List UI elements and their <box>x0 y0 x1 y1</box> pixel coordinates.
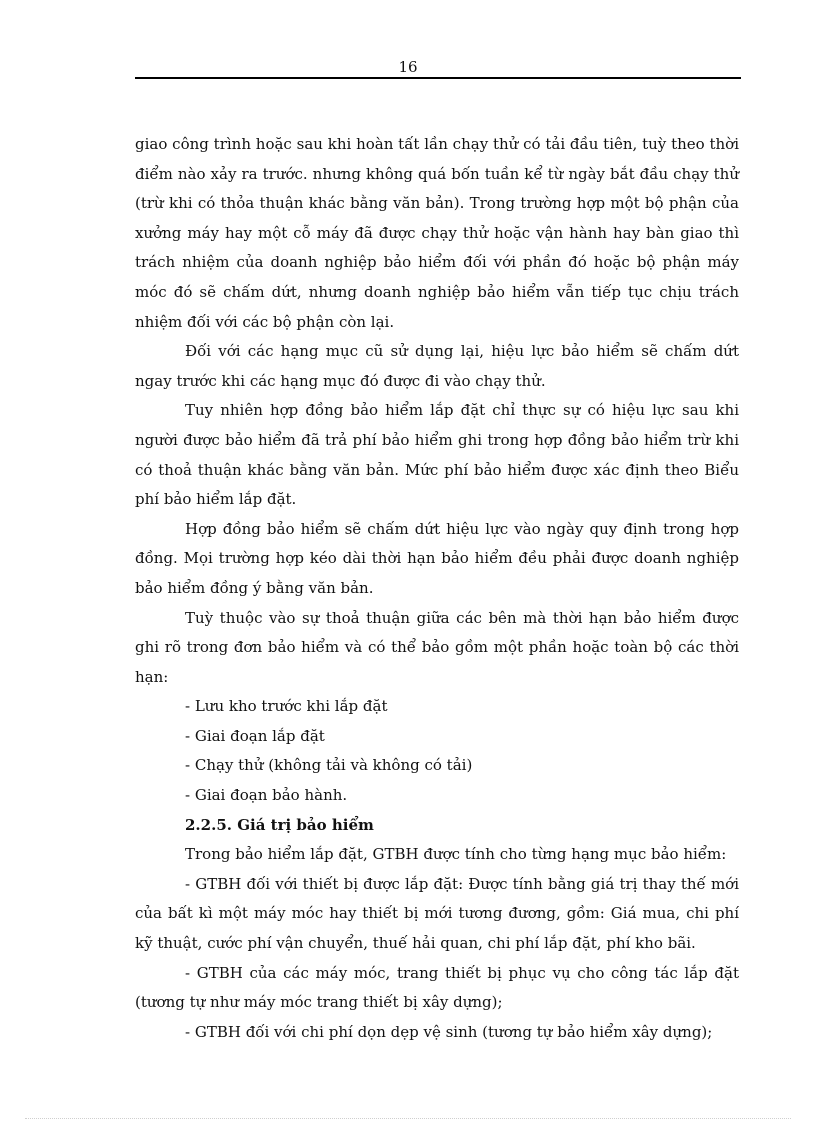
bottom-dotted-line <box>25 1118 791 1119</box>
paragraph: Hợp đồng bảo hiểm sẽ chấm dứt hiệu lực vào ngày quy định trong hợp đồng. Mọi trường hợp kéo dài thời hạn bảo hiểm đều phải được doanh nghiệp bảo hiểm đồng ý bằng văn bản. <box>135 519 739 597</box>
paragraph: Tuỳ thuộc vào sự thoả thuận giữa các bên mà thời hạn bảo hiểm được ghi rõ trong đơn bảo hiểm và có thể bảo gồm một phần hoặc toàn bộ các thời hạn: <box>135 608 739 686</box>
paragraph: - GTBH của các máy móc, trang thiết bị phục vụ cho công tác lắp đặt (tương tự như máy móc trang thiết bị xây dựng); <box>135 963 739 1012</box>
list-item: - Giai đoạn lắp đặt <box>185 726 325 745</box>
paragraph-continuation: giao công trình hoặc sau khi hoàn tất lần chạy thử có tải đầu tiên, tuỳ theo thời điểm nào xảy ra trước. nhưng không quá bốn tuần kể từ ngày bắt đầu chạy thử (trừ khi có thỏa thuận khác bằng văn bản). Trong trường hợp một bộ phận của xưởng máy hay một cỗ máy đã được chạy thử hoặc vận hành hay bàn giao thì trách nhiệm của doanh nghiệp bảo hiểm đối với phần đó hoặc bộ phận máy móc đó sẽ chấm dứt, nhưng doanh nghiệp bảo hiểm vẫn tiếp tục chịu trách nhiệm đối với các bộ phận còn lại. <box>135 135 739 331</box>
list-item: - Chạy thử (không tải và không có tải) <box>185 756 473 775</box>
list-item: - Giai đoạn bảo hành. <box>185 786 348 805</box>
paragraph: Tuy nhiên hợp đồng bảo hiểm lắp đặt chỉ thực sự có hiệu lực sau khi người được bảo hiểm đã trả phí bảo hiểm ghi trong hợp đồng bảo hiểm trừ khi có thoả thuận khác bằng văn bản. Mức phí bảo hiểm được xác định theo Biểu phí bảo hiểm lắp đặt. <box>135 401 739 509</box>
section-heading: 2.2.5. Giá trị bảo hiểm <box>185 815 374 834</box>
document-body <box>135 130 739 1047</box>
page-number: 16 <box>398 58 418 76</box>
paragraph: - GTBH đối với thiết bị được lắp đặt: Được tính bằng giá trị thay thế mới của bất kì một máy móc hay thiết bị mới tương đương, gồm: Giá mua, chi phí kỹ thuật, cước phí vận chuyển, thuế hải quan, chi phí lắp đặt, phí kho bãi. <box>135 874 739 953</box>
paragraph: Đối với các hạng mục cũ sử dụng lại, hiệu lực bảo hiểm sẽ chấm dứt ngay trước khi các hạng mục đó được đi vào chạy thử. <box>135 342 739 390</box>
paragraph: - GTBH đối với chi phí dọn dẹp vệ sinh (tương tự bảo hiểm xây dựng); <box>185 1022 713 1041</box>
paragraph: Trong bảo hiểm lắp đặt, GTBH được tính cho từng hạng mục bảo hiểm: <box>185 845 727 864</box>
header-rule <box>135 77 741 79</box>
list-item: - Lưu kho trước khi lắp đặt <box>185 697 388 716</box>
